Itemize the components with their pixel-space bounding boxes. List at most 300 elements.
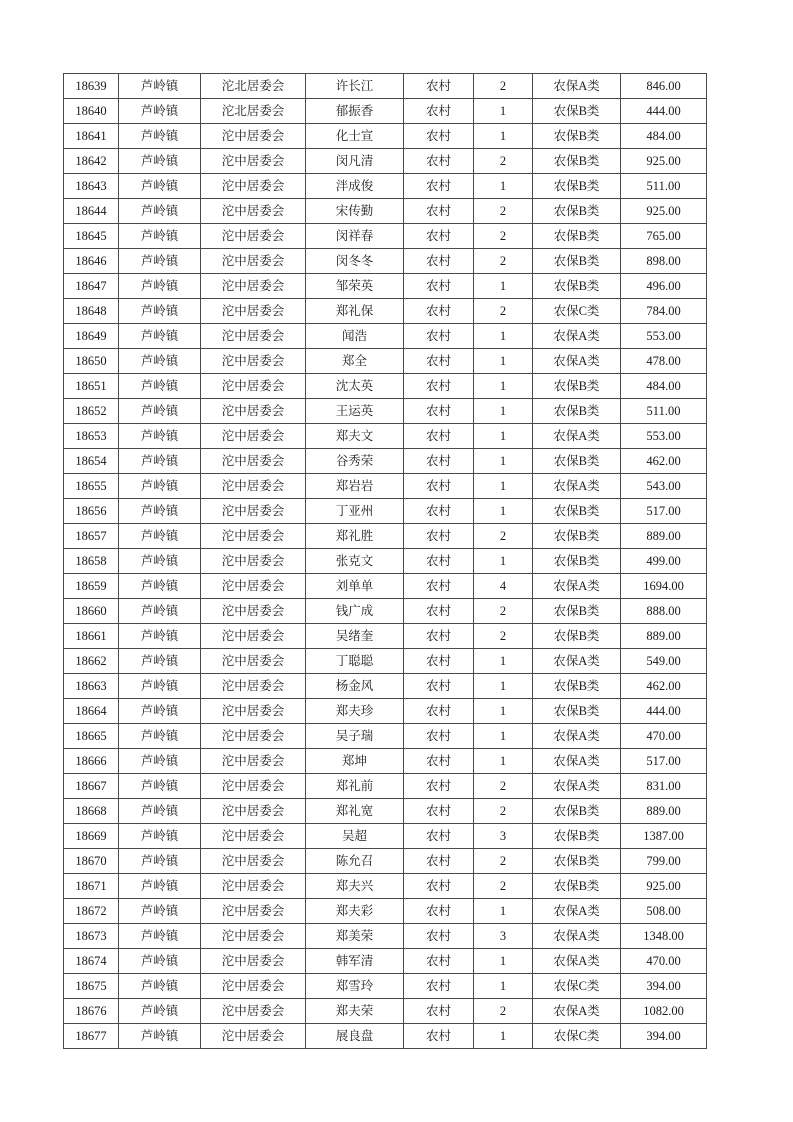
town-cell: 芦岭镇 [119, 749, 201, 774]
person-count-cell: 1 [474, 724, 533, 749]
area-type-cell: 农村 [404, 974, 474, 999]
person-count-cell: 1 [474, 949, 533, 974]
person-name-cell: 宋传勤 [306, 199, 404, 224]
committee-cell: 沱中居委会 [201, 924, 306, 949]
town-cell: 芦岭镇 [119, 949, 201, 974]
committee-cell: 沱中居委会 [201, 624, 306, 649]
committee-cell: 沱中居委会 [201, 124, 306, 149]
area-type-cell: 农村 [404, 799, 474, 824]
area-type-cell: 农村 [404, 549, 474, 574]
person-count-cell: 1 [474, 549, 533, 574]
person-count-cell: 1 [474, 974, 533, 999]
person-count-cell: 1 [474, 424, 533, 449]
person-name-cell: 郁振香 [306, 99, 404, 124]
record-id-cell: 18649 [64, 324, 119, 349]
committee-cell: 沱中居委会 [201, 299, 306, 324]
amount-cell: 784.00 [621, 299, 707, 324]
insurance-category-cell: 农保B类 [533, 549, 621, 574]
table-row [64, 874, 707, 899]
person-count-cell: 1 [474, 274, 533, 299]
town-cell: 芦岭镇 [119, 774, 201, 799]
person-name-cell: 郑礼前 [306, 774, 404, 799]
record-id-cell: 18644 [64, 199, 119, 224]
record-id-cell: 18657 [64, 524, 119, 549]
person-count-cell: 2 [474, 874, 533, 899]
person-count-cell: 2 [474, 624, 533, 649]
town-cell: 芦岭镇 [119, 299, 201, 324]
table-row [64, 674, 707, 699]
person-name-cell: 郑夫文 [306, 424, 404, 449]
person-name-cell: 谷秀荣 [306, 449, 404, 474]
person-count-cell: 1 [474, 499, 533, 524]
table-row [64, 799, 707, 824]
insurance-category-cell: 农保B类 [533, 174, 621, 199]
area-type-cell: 农村 [404, 74, 474, 99]
record-id-cell: 18675 [64, 974, 119, 999]
record-id-cell: 18652 [64, 399, 119, 424]
committee-cell: 沱中居委会 [201, 399, 306, 424]
insurance-category-cell: 农保B类 [533, 524, 621, 549]
person-name-cell: 吴超 [306, 824, 404, 849]
area-type-cell: 农村 [404, 824, 474, 849]
insurance-category-cell: 农保A类 [533, 324, 621, 349]
record-id-cell: 18667 [64, 774, 119, 799]
town-cell: 芦岭镇 [119, 974, 201, 999]
amount-cell: 765.00 [621, 224, 707, 249]
committee-cell: 沱中居委会 [201, 799, 306, 824]
person-count-cell: 1 [474, 174, 533, 199]
area-type-cell: 农村 [404, 499, 474, 524]
record-id-cell: 18651 [64, 374, 119, 399]
area-type-cell: 农村 [404, 299, 474, 324]
table-row [64, 774, 707, 799]
area-type-cell: 农村 [404, 174, 474, 199]
table-row [64, 624, 707, 649]
amount-cell: 553.00 [621, 324, 707, 349]
amount-cell: 484.00 [621, 124, 707, 149]
person-count-cell: 1 [474, 749, 533, 774]
table-row [64, 924, 707, 949]
insurance-category-cell: 农保B类 [533, 674, 621, 699]
person-name-cell: 郑美荣 [306, 924, 404, 949]
table-row [64, 749, 707, 774]
committee-cell: 沱中居委会 [201, 899, 306, 924]
town-cell: 芦岭镇 [119, 99, 201, 124]
committee-cell: 沱中居委会 [201, 374, 306, 399]
insurance-category-cell: 农保B类 [533, 224, 621, 249]
amount-cell: 831.00 [621, 774, 707, 799]
person-name-cell: 许长江 [306, 74, 404, 99]
person-name-cell: 化士宣 [306, 124, 404, 149]
insurance-category-cell: 农保A类 [533, 924, 621, 949]
person-name-cell: 郑礼宽 [306, 799, 404, 824]
insurance-category-cell: 农保B类 [533, 699, 621, 724]
committee-cell: 沱中居委会 [201, 274, 306, 299]
table-row [64, 574, 707, 599]
area-type-cell: 农村 [404, 749, 474, 774]
amount-cell: 846.00 [621, 74, 707, 99]
person-name-cell: 闵冬冬 [306, 249, 404, 274]
record-id-cell: 18639 [64, 74, 119, 99]
record-id-cell: 18669 [64, 824, 119, 849]
person-count-cell: 1 [474, 699, 533, 724]
amount-cell: 1082.00 [621, 999, 707, 1024]
record-id-cell: 18663 [64, 674, 119, 699]
person-count-cell: 1 [474, 399, 533, 424]
table-row [64, 399, 707, 424]
area-type-cell: 农村 [404, 724, 474, 749]
record-id-cell: 18659 [64, 574, 119, 599]
area-type-cell: 农村 [404, 624, 474, 649]
insurance-category-cell: 农保B类 [533, 399, 621, 424]
amount-cell: 462.00 [621, 674, 707, 699]
table-row [64, 374, 707, 399]
amount-cell: 889.00 [621, 799, 707, 824]
person-count-cell: 1 [474, 474, 533, 499]
person-count-cell: 2 [474, 199, 533, 224]
insurance-category-cell: 农保A类 [533, 949, 621, 974]
insurance-category-cell: 农保B类 [533, 149, 621, 174]
town-cell: 芦岭镇 [119, 599, 201, 624]
person-name-cell: 郑岩岩 [306, 474, 404, 499]
committee-cell: 沱北居委会 [201, 74, 306, 99]
amount-cell: 478.00 [621, 349, 707, 374]
record-id-cell: 18645 [64, 224, 119, 249]
insurance-category-cell: 农保A类 [533, 749, 621, 774]
person-name-cell: 邹荣英 [306, 274, 404, 299]
record-id-cell: 18672 [64, 899, 119, 924]
committee-cell: 沱中居委会 [201, 649, 306, 674]
record-id-cell: 18665 [64, 724, 119, 749]
area-type-cell: 农村 [404, 899, 474, 924]
insurance-category-cell: 农保B类 [533, 124, 621, 149]
table-row [64, 274, 707, 299]
record-id-cell: 18656 [64, 499, 119, 524]
town-cell: 芦岭镇 [119, 999, 201, 1024]
amount-cell: 470.00 [621, 949, 707, 974]
committee-cell: 沱中居委会 [201, 449, 306, 474]
town-cell: 芦岭镇 [119, 674, 201, 699]
amount-cell: 925.00 [621, 874, 707, 899]
committee-cell: 沱中居委会 [201, 499, 306, 524]
area-type-cell: 农村 [404, 449, 474, 474]
table-row [64, 99, 707, 124]
insurance-category-cell: 农保A类 [533, 424, 621, 449]
table-row [64, 224, 707, 249]
record-id-cell: 18673 [64, 924, 119, 949]
person-name-cell: 吴子瑞 [306, 724, 404, 749]
town-cell: 芦岭镇 [119, 799, 201, 824]
committee-cell: 沱中居委会 [201, 149, 306, 174]
committee-cell: 沱中居委会 [201, 524, 306, 549]
insurance-category-cell: 农保A类 [533, 724, 621, 749]
table-row [64, 524, 707, 549]
person-count-cell: 2 [474, 524, 533, 549]
area-type-cell: 农村 [404, 349, 474, 374]
insurance-category-cell: 农保A类 [533, 349, 621, 374]
town-cell: 芦岭镇 [119, 649, 201, 674]
person-name-cell: 韩军清 [306, 949, 404, 974]
person-count-cell: 2 [474, 599, 533, 624]
amount-cell: 470.00 [621, 724, 707, 749]
town-cell: 芦岭镇 [119, 199, 201, 224]
insurance-category-cell: 农保A类 [533, 899, 621, 924]
town-cell: 芦岭镇 [119, 824, 201, 849]
table-row [64, 149, 707, 174]
insurance-category-cell: 农保B类 [533, 599, 621, 624]
insurance-category-cell: 农保B类 [533, 624, 621, 649]
person-name-cell: 闵祥春 [306, 224, 404, 249]
record-id-cell: 18653 [64, 424, 119, 449]
town-cell: 芦岭镇 [119, 349, 201, 374]
town-cell: 芦岭镇 [119, 724, 201, 749]
amount-cell: 462.00 [621, 449, 707, 474]
town-cell: 芦岭镇 [119, 549, 201, 574]
table-row [64, 449, 707, 474]
insurance-category-cell: 农保B类 [533, 849, 621, 874]
person-count-cell: 1 [474, 349, 533, 374]
record-id-cell: 18648 [64, 299, 119, 324]
record-id-cell: 18655 [64, 474, 119, 499]
area-type-cell: 农村 [404, 874, 474, 899]
amount-cell: 444.00 [621, 99, 707, 124]
area-type-cell: 农村 [404, 374, 474, 399]
insurance-category-cell: 农保B类 [533, 274, 621, 299]
insurance-category-cell: 农保B类 [533, 824, 621, 849]
table-row [64, 999, 707, 1024]
person-name-cell: 郑夫彩 [306, 899, 404, 924]
record-id-cell: 18660 [64, 599, 119, 624]
table-row [64, 699, 707, 724]
table-row [64, 649, 707, 674]
insurance-category-cell: 农保B类 [533, 99, 621, 124]
record-id-cell: 18640 [64, 99, 119, 124]
amount-cell: 508.00 [621, 899, 707, 924]
record-id-cell: 18661 [64, 624, 119, 649]
person-count-cell: 1 [474, 374, 533, 399]
record-id-cell: 18670 [64, 849, 119, 874]
town-cell: 芦岭镇 [119, 449, 201, 474]
person-name-cell: 钱广成 [306, 599, 404, 624]
person-count-cell: 2 [474, 149, 533, 174]
person-name-cell: 郑夫荣 [306, 999, 404, 1024]
area-type-cell: 农村 [404, 649, 474, 674]
amount-cell: 1348.00 [621, 924, 707, 949]
amount-cell: 1387.00 [621, 824, 707, 849]
person-name-cell: 闻浩 [306, 324, 404, 349]
insurance-category-cell: 农保A类 [533, 574, 621, 599]
committee-cell: 沱中居委会 [201, 549, 306, 574]
insurance-category-cell: 农保B类 [533, 374, 621, 399]
amount-cell: 517.00 [621, 749, 707, 774]
record-id-cell: 18671 [64, 874, 119, 899]
table-row [64, 324, 707, 349]
person-count-cell: 1 [474, 649, 533, 674]
record-id-cell: 18654 [64, 449, 119, 474]
town-cell: 芦岭镇 [119, 899, 201, 924]
person-count-cell: 4 [474, 574, 533, 599]
amount-cell: 553.00 [621, 424, 707, 449]
insurance-category-cell: 农保A类 [533, 774, 621, 799]
committee-cell: 沱中居委会 [201, 724, 306, 749]
insurance-category-cell: 农保C类 [533, 299, 621, 324]
insurance-category-cell: 农保B类 [533, 799, 621, 824]
person-name-cell: 丁聪聪 [306, 649, 404, 674]
record-id-cell: 18643 [64, 174, 119, 199]
town-cell: 芦岭镇 [119, 849, 201, 874]
person-count-cell: 1 [474, 124, 533, 149]
amount-cell: 799.00 [621, 849, 707, 874]
amount-cell: 888.00 [621, 599, 707, 624]
record-id-cell: 18646 [64, 249, 119, 274]
town-cell: 芦岭镇 [119, 699, 201, 724]
area-type-cell: 农村 [404, 324, 474, 349]
amount-cell: 543.00 [621, 474, 707, 499]
person-count-cell: 1 [474, 449, 533, 474]
record-id-cell: 18658 [64, 549, 119, 574]
committee-cell: 沱中居委会 [201, 949, 306, 974]
area-type-cell: 农村 [404, 574, 474, 599]
record-id-cell: 18666 [64, 749, 119, 774]
committee-cell: 沱中居委会 [201, 599, 306, 624]
person-name-cell: 郑坤 [306, 749, 404, 774]
committee-cell: 沱中居委会 [201, 199, 306, 224]
person-count-cell: 3 [474, 824, 533, 849]
town-cell: 芦岭镇 [119, 149, 201, 174]
table-row [64, 599, 707, 624]
area-type-cell: 农村 [404, 774, 474, 799]
person-count-cell: 2 [474, 774, 533, 799]
insurance-category-cell: 农保B类 [533, 249, 621, 274]
table-row [64, 949, 707, 974]
person-count-cell: 1 [474, 324, 533, 349]
area-type-cell: 农村 [404, 849, 474, 874]
area-type-cell: 农村 [404, 699, 474, 724]
table-row [64, 124, 707, 149]
area-type-cell: 农村 [404, 99, 474, 124]
area-type-cell: 农村 [404, 999, 474, 1024]
person-name-cell: 郑礼胜 [306, 524, 404, 549]
person-name-cell: 泮成俊 [306, 174, 404, 199]
person-count-cell: 1 [474, 674, 533, 699]
town-cell: 芦岭镇 [119, 874, 201, 899]
area-type-cell: 农村 [404, 199, 474, 224]
insurance-category-cell: 农保A类 [533, 474, 621, 499]
area-type-cell: 农村 [404, 274, 474, 299]
committee-cell: 沱中居委会 [201, 249, 306, 274]
town-cell: 芦岭镇 [119, 274, 201, 299]
amount-cell: 444.00 [621, 699, 707, 724]
table-row [64, 549, 707, 574]
table-row [64, 74, 707, 99]
insurance-category-cell: 农保B类 [533, 499, 621, 524]
amount-cell: 925.00 [621, 149, 707, 174]
amount-cell: 889.00 [621, 624, 707, 649]
person-name-cell: 陈允召 [306, 849, 404, 874]
person-name-cell: 杨金风 [306, 674, 404, 699]
area-type-cell: 农村 [404, 924, 474, 949]
person-name-cell: 郑夫兴 [306, 874, 404, 899]
committee-cell: 沱中居委会 [201, 774, 306, 799]
area-type-cell: 农村 [404, 1024, 474, 1049]
town-cell: 芦岭镇 [119, 374, 201, 399]
record-id-cell: 18647 [64, 274, 119, 299]
amount-cell: 889.00 [621, 524, 707, 549]
person-name-cell: 闵凡清 [306, 149, 404, 174]
person-count-cell: 2 [474, 249, 533, 274]
amount-cell: 549.00 [621, 649, 707, 674]
table-row [64, 1024, 707, 1049]
table-row [64, 474, 707, 499]
area-type-cell: 农村 [404, 949, 474, 974]
town-cell: 芦岭镇 [119, 224, 201, 249]
amount-cell: 517.00 [621, 499, 707, 524]
town-cell: 芦岭镇 [119, 124, 201, 149]
amount-cell: 394.00 [621, 1024, 707, 1049]
record-id-cell: 18674 [64, 949, 119, 974]
town-cell: 芦岭镇 [119, 524, 201, 549]
table-row [64, 724, 707, 749]
insurance-category-cell: 农保B类 [533, 199, 621, 224]
insurance-category-cell: 农保A类 [533, 999, 621, 1024]
amount-cell: 499.00 [621, 549, 707, 574]
insurance-category-cell: 农保C类 [533, 974, 621, 999]
committee-cell: 沱中居委会 [201, 674, 306, 699]
insurance-payment-table [63, 73, 707, 1049]
person-count-cell: 1 [474, 1024, 533, 1049]
person-name-cell: 刘单单 [306, 574, 404, 599]
record-id-cell: 18641 [64, 124, 119, 149]
person-count-cell: 2 [474, 999, 533, 1024]
person-count-cell: 1 [474, 99, 533, 124]
area-type-cell: 农村 [404, 399, 474, 424]
person-name-cell: 吴绪奎 [306, 624, 404, 649]
amount-cell: 925.00 [621, 199, 707, 224]
table-row [64, 899, 707, 924]
record-id-cell: 18668 [64, 799, 119, 824]
town-cell: 芦岭镇 [119, 424, 201, 449]
area-type-cell: 农村 [404, 149, 474, 174]
amount-cell: 394.00 [621, 974, 707, 999]
insurance-category-cell: 农保B类 [533, 874, 621, 899]
committee-cell: 沱中居委会 [201, 1024, 306, 1049]
committee-cell: 沱中居委会 [201, 849, 306, 874]
insurance-category-cell: 农保B类 [533, 449, 621, 474]
person-count-cell: 2 [474, 74, 533, 99]
town-cell: 芦岭镇 [119, 174, 201, 199]
table-row [64, 249, 707, 274]
table-row [64, 424, 707, 449]
person-count-cell: 1 [474, 899, 533, 924]
town-cell: 芦岭镇 [119, 474, 201, 499]
record-id-cell: 18676 [64, 999, 119, 1024]
table-row [64, 849, 707, 874]
amount-cell: 511.00 [621, 399, 707, 424]
record-id-cell: 18650 [64, 349, 119, 374]
person-name-cell: 张克文 [306, 549, 404, 574]
area-type-cell: 农村 [404, 249, 474, 274]
town-cell: 芦岭镇 [119, 924, 201, 949]
person-name-cell: 郑雪玲 [306, 974, 404, 999]
committee-cell: 沱中居委会 [201, 699, 306, 724]
committee-cell: 沱中居委会 [201, 574, 306, 599]
person-name-cell: 郑礼保 [306, 299, 404, 324]
amount-cell: 1694.00 [621, 574, 707, 599]
committee-cell: 沱中居委会 [201, 324, 306, 349]
town-cell: 芦岭镇 [119, 399, 201, 424]
person-count-cell: 2 [474, 224, 533, 249]
area-type-cell: 农村 [404, 224, 474, 249]
